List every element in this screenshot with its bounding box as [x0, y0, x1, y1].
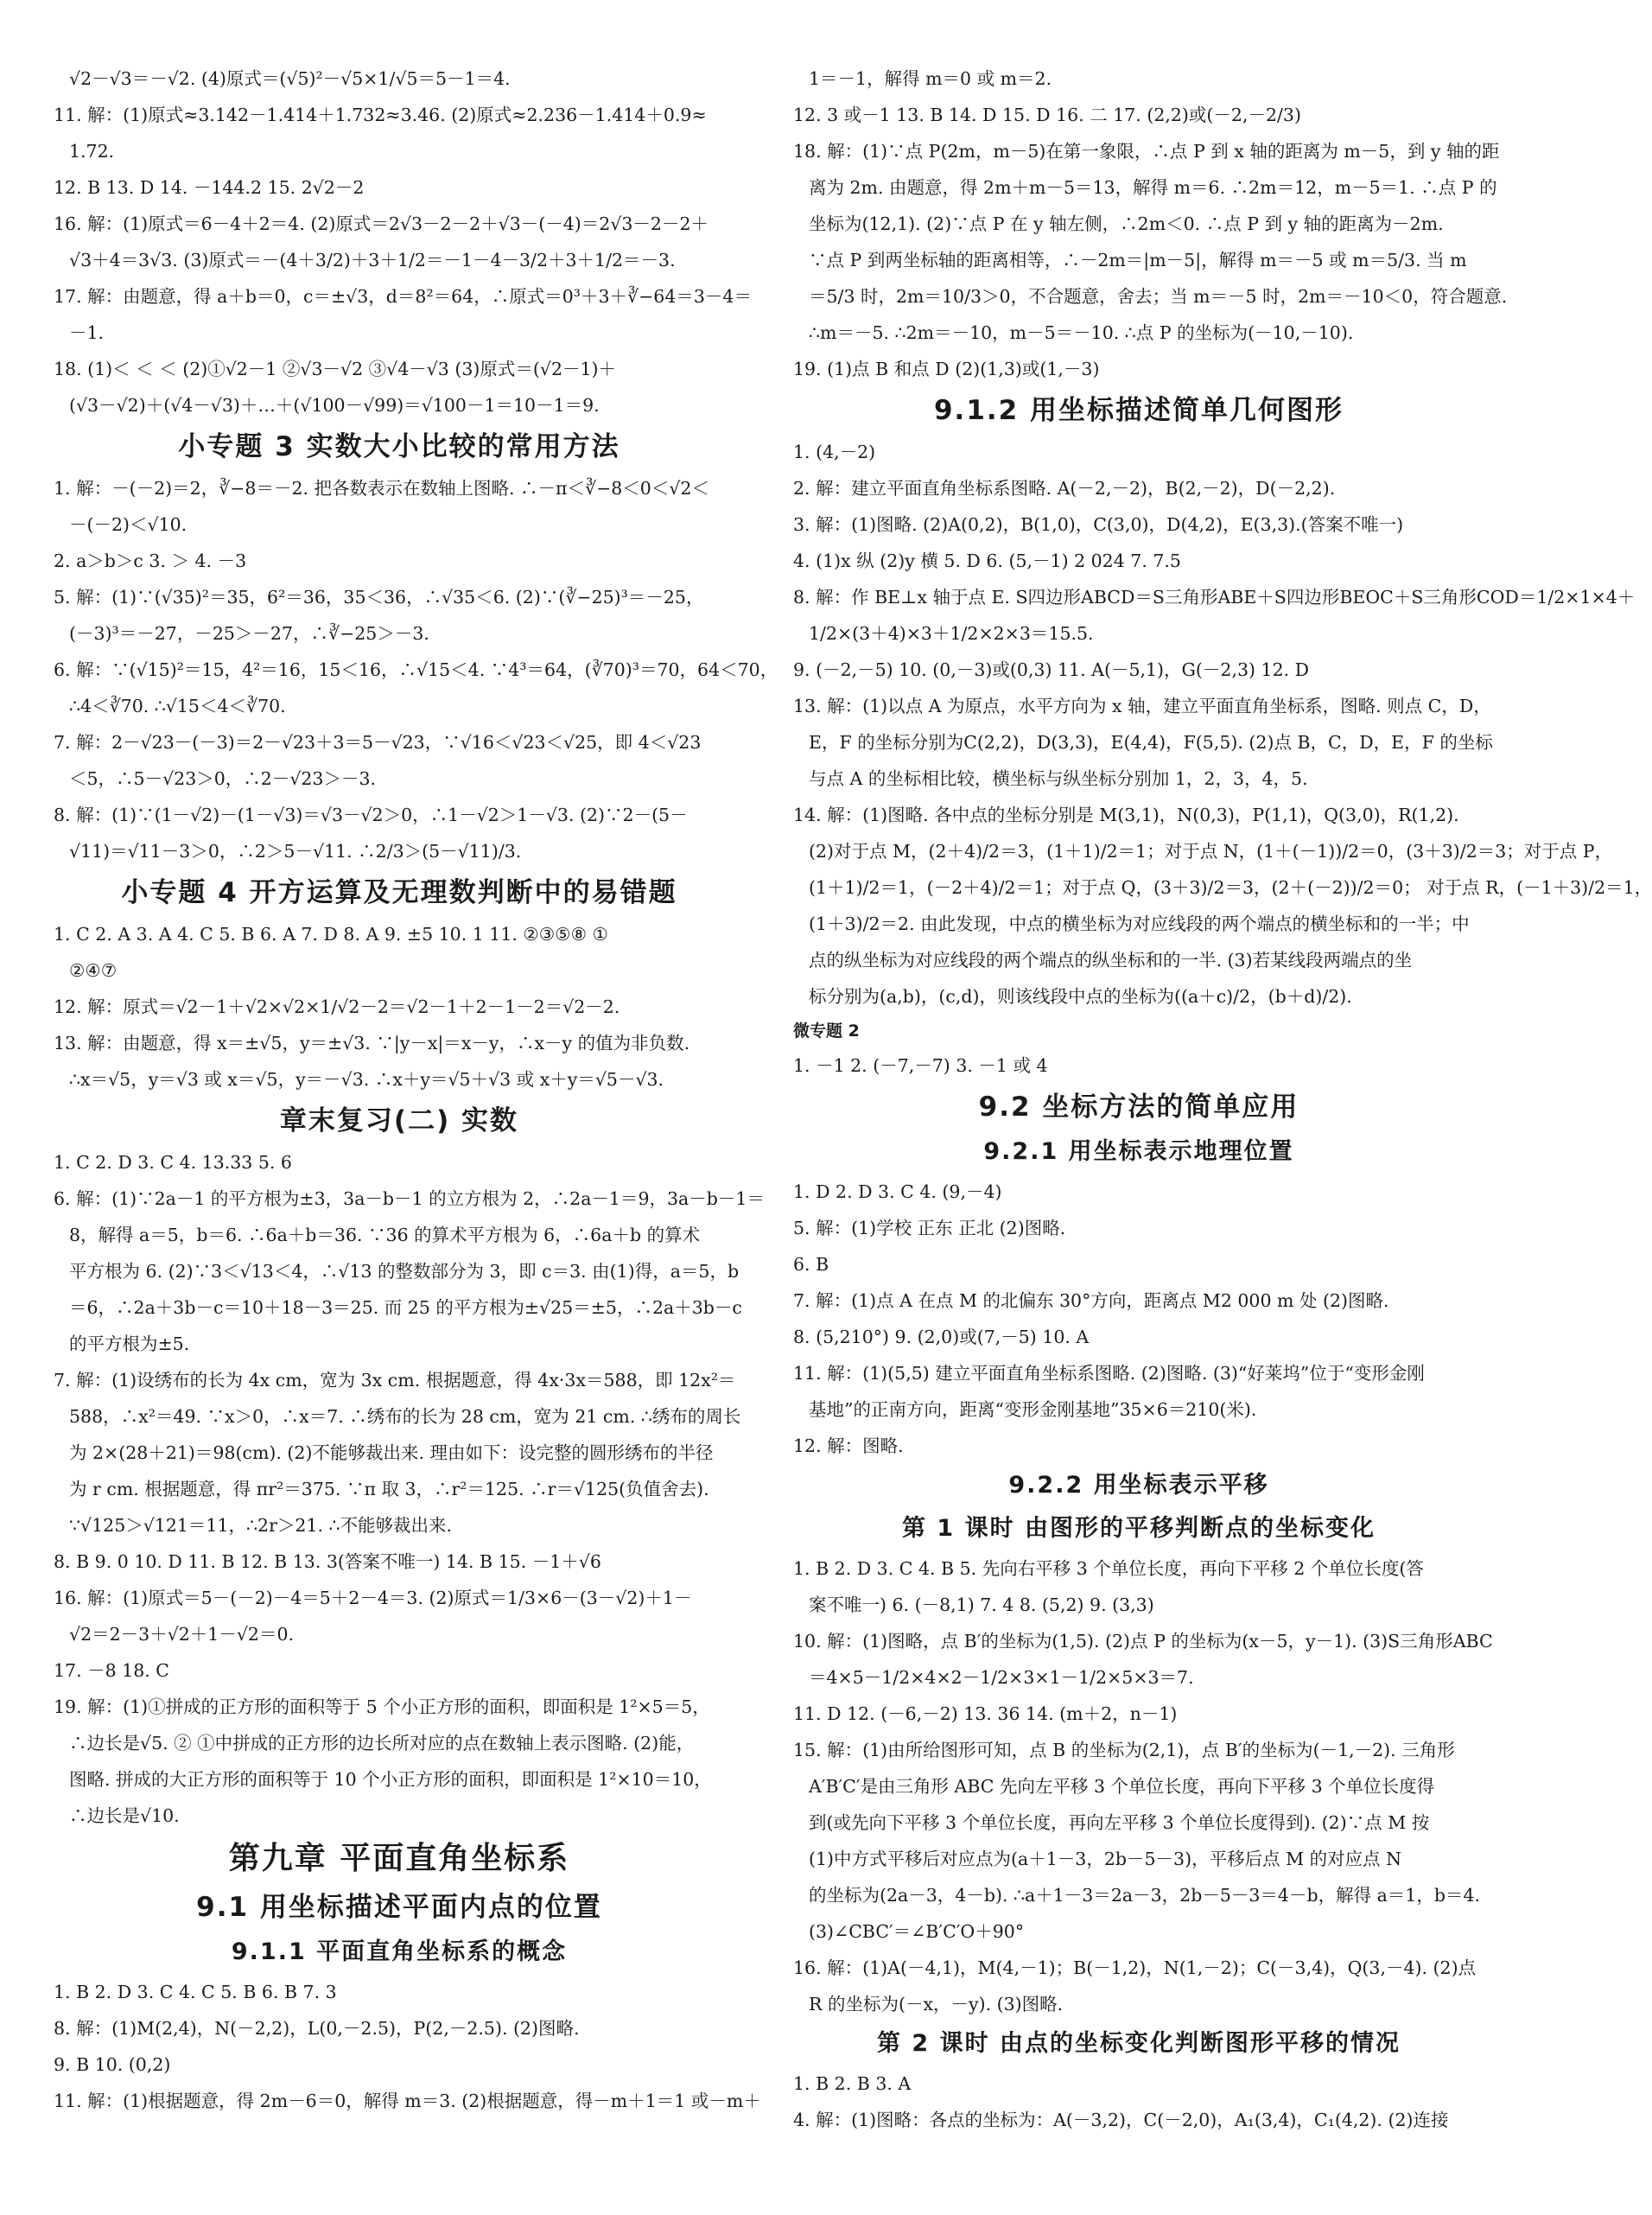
answer-line: 16. 解：(1)A(－4,1)，M(4,－1)；B(－1,2)，N(1,－2)；C(－3,4)，Q(3,－4). (2)点 — [793, 1957, 1477, 1978]
answer-line: 1/2×(3＋4)×3＋1/2×2×3＝15.5. — [809, 623, 1094, 644]
answer-line: 的平方根为±5. — [69, 1333, 190, 1354]
answer-line: ∴4＜∛70. ∴√15＜4＜∛70. — [69, 696, 286, 716]
answer-line: －(－2)＜√10. — [69, 514, 187, 535]
answer-line: (1＋3)/2＝2. 由此发现，中点的横坐标为对应线段的两个端点的横坐标和的一半；中 — [809, 913, 1470, 934]
subsection-title: 9.1.1 平面直角坐标系的概念 — [231, 1938, 568, 1965]
answer-line: (2)对于点 M，(2＋4)/2＝3，(1＋1)/2＝1；对于点 N，(1＋(－1))/2＝0，(3＋3)/2＝3；对于点 P， — [809, 841, 1613, 862]
answer-line: 到(或先向下平移 3 个单位长度，再向左平移 3 个单位长度得到). (2)∵点 M 按 — [809, 1812, 1430, 1833]
answer-line: ＝5/3 时，2m＝10/3＞0，不合题意，舍去；当 m＝－5 时，2m＝－10＜0，符合题意. — [809, 286, 1508, 307]
answer-line: 1. C 2. A 3. A 4. C 5. B 6. A 7. D 8. A 9. ±5 10. 1 11. ②③⑤⑧ ① — [54, 924, 608, 945]
answer-line: 5. 解：(1)∵(√35)²＝35，6²＝36，35＜36，∴√35＜6. (2)∵(∛−25)³＝－25， — [54, 587, 704, 608]
subsection-title: 9.2.1 用坐标表示地理位置 — [983, 1138, 1294, 1165]
answer-line: R 的坐标为(－x，－y). (3)图略. — [809, 1994, 1064, 2015]
answer-line: 8. 解：(1)∵(1－√2)－(1－√3)＝√3－√2＞0，∴1－√2＞1－√3. (2)∵2－(5－ — [54, 805, 688, 825]
answer-line: 2. a＞b＞c 3. ＞ 4. －3 — [54, 551, 247, 571]
answer-line: 12. B 13. D 14. －144.2 15. 2√2－2 — [54, 177, 365, 198]
answer-line: 16. 解：(1)原式＝6－4＋2＝4. (2)原式＝2√3－2－2＋√3－(－4)＝2√3－2－2＋ — [54, 213, 709, 234]
answer-line: 12. 解：原式＝√2－1＋√2×√2×1/√2－2＝√2－1＋2－1－2＝√2－2. — [54, 996, 620, 1017]
section-title: 章末复习(二) 实数 — [279, 1105, 519, 1136]
answer-line: 离为 2m. 由题意，得 2m＋m－5＝13，解得 m＝6. ∴2m＝12，m－5＝1. ∴点 P 的 — [809, 177, 1497, 198]
answer-line: 8，解得 a＝5，b＝6. ∴6a＋b＝36. ∵36 的算术平方根为 6，∴6a＋b 的算术 — [69, 1225, 701, 1245]
answer-line: √11)＝√11－3＞0，∴2＞5－√11. ∴2/3＞(5－√11)/3. — [69, 841, 522, 862]
answer-line: 17. －8 18. C — [54, 1660, 169, 1681]
answer-line: 11. 解：(1)根据题意，得 2m－6＝0，解得 m＝3. (2)根据题意，得－m＋1＝1 或－m＋ — [54, 2091, 761, 2111]
section-title: 9.2 坐标方法的简单应用 — [978, 1092, 1299, 1123]
answer-line: 8. 解：(1)M(2,4)，N(－2,2)，L(0,－2.5)，P(2,－2.5). (2)图略. — [54, 2018, 580, 2039]
answer-line: ∴边长是√10. — [69, 1805, 180, 1826]
answer-line: 1. C 2. D 3. C 4. 13.33 5. 6 — [54, 1152, 292, 1173]
answer-line: 9. (－2,－5) 10. (0,－3)或(0,3) 11. A(－5,1)，G(－2,3) 12. D — [793, 659, 1310, 680]
section-title: 9.1.2 用坐标描述简单几何图形 — [933, 395, 1344, 426]
answer-line: 12. 3 或－1 13. B 14. D 15. D 16. 二 17. (2,2)或(－2,－2/3) — [793, 105, 1301, 125]
answer-line: 12. 解：图略. — [793, 1435, 904, 1456]
answer-line: ②④⑦ — [69, 960, 118, 981]
answer-line: 为 r cm. 根据题意，得 πr²＝375. ∵π 取 3，∴r²＝125. ∴r＝√125(负值舍去). — [69, 1479, 709, 1499]
small-heading: 微专题 2 — [793, 1022, 860, 1041]
answer-line: 6. B — [793, 1254, 829, 1275]
answer-line: 18. (1)＜ ＜ ＜ (2)①√2－1 ②√3－√2 ③√4－√3 (3)原式＝(√2－1)＋ — [54, 359, 617, 379]
answer-line: 7. 解：(1)设绣布的长为 4x cm，宽为 3x cm. 根据题意，得 4x·3x＝588，即 12x²＝ — [54, 1370, 736, 1391]
answer-line: (√3－√2)＋(√4－√3)＋…＋(√100－√99)＝√100－1＝10－1＝9. — [69, 395, 600, 416]
chapter-title: 第九章 平面直角坐标系 — [228, 1841, 570, 1876]
answer-line: 的坐标为(2a－3，4－b). ∴a＋1－3＝2a－3，2b－5－3＝4－b，解得 a＝1，b＝4. — [809, 1885, 1481, 1906]
answer-line: 1.72. — [69, 141, 115, 162]
answer-line: ＝6，∴2a＋3b－c＝10＋18－3＝25. 而 25 的平方根为±√25＝±5，∴2a＋3b－c — [69, 1297, 742, 1318]
answer-line: A′B′C′是由三角形 ABC 先向左平移 3 个单位长度，再向下平移 3 个单位长度得 — [809, 1776, 1435, 1797]
answer-line: √2－√3＝－√2. (4)原式＝(√5)²－√5×1/√5＝5－1＝4. — [69, 68, 511, 89]
subsection-title: 第 2 课时 由点的坐标变化判断图形平移的情况 — [877, 2030, 1401, 2057]
answer-line: 13. 解：(1)以点 A 为原点，水平方向为 x 轴，建立平面直角坐标系，图略. 则点 C，D， — [793, 696, 1491, 716]
answer-line: 2. 解：建立平面直角坐标系图略. A(－2,－2)，B(2,－2)，D(－2,2). — [793, 478, 1336, 499]
answer-line: ∵√125＞√121＝11，∴2r＞21. ∴不能够裁出来. — [69, 1515, 453, 1536]
answer-line: 7. 解：2－√23－(－3)＝2－√23＋3＝5－√23，∵√16＜√23＜√25，即 4＜√23 — [54, 732, 702, 753]
answer-line: ∴m＝－5. ∴2m＝－10，m－5＝－10. ∴点 P 的坐标为(－10,－10). — [809, 322, 1354, 343]
answer-line: 13. 解：由题意，得 x＝±√5，y＝±√3. ∵|y－x|＝x－y，∴x－y 的值为非负数. — [54, 1033, 690, 1053]
subsection-title: 第 1 课时 由图形的平移判断点的坐标变化 — [902, 1515, 1376, 1542]
answer-line: 图略. 拼成的大正方形的面积等于 10 个小正方形的面积，即面积是 1²×10＝10， — [69, 1769, 712, 1790]
answer-line: ∴边长是√5. ② ①中拼成的正方形的边长所对应的点在数轴上表示图略. (2)能， — [69, 1733, 695, 1754]
answer-line: 1. D 2. D 3. C 4. (9,－4) — [793, 1181, 1002, 1202]
answer-line: 8. (5,210°) 9. (2,0)或(7,－5) 10. A — [793, 1327, 1090, 1347]
answer-line: √3＋4＝3√3. (3)原式＝－(4＋3/2)＋3＋1/2＝－1－4－3/2＋3＋1/2＝－3. — [69, 250, 676, 271]
answer-line: 坐标为(12,1). (2)∵点 P 在 y 轴左侧，∴2m＜0. ∴点 P 到 y 轴的距离为－2m. — [809, 213, 1444, 234]
answer-line: 为 2×(28＋21)＝98(cm). (2)不能够裁出来. 理由如下：设完整的圆形绣布的半径 — [69, 1442, 714, 1463]
left-column — [54, 60, 778, 2119]
answer-line: 19. 解：(1)①拼成的正方形的面积等于 5 个小正方形的面积，即面积是 1²×5＝5， — [54, 1696, 710, 1717]
answer-line: 1. －1 2. (－7,－7) 3. －1 或 4 — [793, 1055, 1048, 1076]
answer-line: ＝4×5－1/2×4×2－1/2×3×1－1/2×5×3＝7. — [809, 1667, 1194, 1688]
answer-line: (3)∠CBC′＝∠B′C′O＋90° — [809, 1921, 1025, 1942]
answer-line: 11. D 12. (－6,－2) 13. 36 14. (m＋2，n－1) — [793, 1703, 1178, 1724]
answer-line: 6. 解：(1)∵2a－1 的平方根为±3，3a－b－1 的立方根为 2，∴2a－1＝9，3a－b－1＝ — [54, 1188, 765, 1209]
answer-line: 4. (1)x 纵 (2)y 横 5. D 6. (5,－1) 2 024 7. 7.5 — [793, 551, 1181, 571]
answer-line: 5. 解：(1)学校 正东 正北 (2)图略. — [793, 1218, 1066, 1238]
answer-line: E，F 的坐标分别为C(2,2)，D(3,3)，E(4,4)，F(5,5). (2)点 B，C，D，E，F 的坐标 — [809, 732, 1493, 753]
answer-line: 6. 解：∵(√15)²＝15，4²＝16，15＜16，∴√15＜4. ∵4³＝64，(∛70)³＝70，64＜70， — [54, 659, 778, 680]
answer-line: 1. (4,－2) — [793, 442, 876, 462]
answer-line: 19. (1)点 B 和点 D (2)(1,3)或(1,－3) — [793, 359, 1100, 379]
answer-line: √2＝2－3＋√2＋1－√2＝0. — [69, 1624, 295, 1645]
section-title: 小专题 3 实数大小比较的常用方法 — [178, 431, 620, 462]
answer-line: (1)中方式平移后对应点为(a＋1－3，2b－5－3)，平移后点 M 的对应点 N — [809, 1849, 1402, 1869]
answer-line: 8. B 9. 0 10. D 11. B 12. B 13. 3(答案不唯一) 14. B 15. －1＋√6 — [54, 1551, 601, 1572]
answer-line: 1. 解：－(－2)＝2，∛−8＝－2. 把各数表示在数轴上图略. ∴－π＜∛−8＜0＜√2＜ — [54, 478, 709, 499]
answer-line: ＜5，∴5－√23＞0，∴2－√23＞－3. — [69, 768, 377, 789]
answer-line: 1＝－1，解得 m＝0 或 m＝2. — [809, 68, 1052, 89]
answer-line: 标分别为(a,b)，(c,d)，则该线段中点的坐标为((a＋c)/2，(b＋d)/2). — [809, 986, 1352, 1007]
answer-line: 案不唯一) 6. (－8,1) 7. 4 8. (5,2) 9. (3,3) — [809, 1594, 1154, 1615]
answer-line: ∴x＝√5，y＝√3 或 x＝√5，y＝－√3. ∴x＋y＝√5＋√3 或 x＋y＝√5－√3. — [69, 1069, 664, 1090]
section-title: 9.1 用坐标描述平面内点的位置 — [196, 1892, 602, 1923]
answer-line: 7. 解：(1)点 A 在点 M 的北偏东 30°方向，距离点 M2 000 m 处 (2)图略. — [793, 1290, 1389, 1311]
answer-line: 588，∴x²＝49. ∵x＞0，∴x＝7. ∴绣布的长为 28 cm，宽为 21 cm. ∴绣布的周长 — [69, 1406, 741, 1427]
answer-line: 17. 解：由题意，得 a＋b＝0，c＝±√3，d＝8²＝64，∴原式＝0³＋3＋∛−64＝3－4＝ — [54, 286, 752, 307]
section-title: 小专题 4 开方运算及无理数判断中的易错题 — [121, 877, 677, 908]
right-column — [793, 60, 1652, 2138]
answer-line: 点的纵坐标为对应线段的两个端点的纵坐标和的一半. (3)若某线段两端点的坐 — [809, 950, 1413, 971]
answer-line: 8. 解：作 BE⊥x 轴于点 E. S四边形ABCD＝S三角形ABE＋S四边形BEOC＋S三角形COD＝1/2×1×4＋ — [793, 587, 1636, 608]
answer-line: 15. 解：(1)由所给图形可知，点 B 的坐标为(2,1)，点 B′的坐标为(－1,－2). 三角形 — [793, 1740, 1455, 1760]
answer-line: 9. B 10. (0,2) — [54, 2054, 171, 2075]
answer-line: 11. 解：(1)(5,5) 建立平面直角坐标系图略. (2)图略. (3)“好莱坞”位于“变形金刚 — [793, 1363, 1425, 1384]
answer-line: 平方根为 6. (2)∵3＜√13＜4，∴√13 的整数部分为 3，即 c＝3. 由(1)得，a＝5，b — [69, 1261, 740, 1282]
answer-line: 14. 解：(1)图略. 各中点的坐标分别是 M(3,1)，N(0,3)，P(1,1)，Q(3,0)，R(1,2). — [793, 805, 1459, 825]
answer-line: 1. B 2. D 3. C 4. B 5. 先向右平移 3 个单位长度，再向下平移 2 个单位长度(答 — [793, 1558, 1424, 1579]
answer-line: ∵点 P 到两坐标轴的距离相等，∴－2m＝|m－5|，解得 m＝－5 或 m＝5/3. 当 m — [809, 250, 1467, 271]
subsection-title: 9.2.2 用坐标表示平移 — [1008, 1472, 1269, 1499]
answer-line: 18. 解：(1)∵点 P(2m，m－5)在第一象限，∴点 P 到 x 轴的距离为 m－5，到 y 轴的距 — [793, 141, 1500, 162]
answer-line: 3. 解：(1)图略. (2)A(0,2)，B(1,0)，C(3,0)，D(4,2)，E(3,3).(答案不唯一) — [793, 514, 1404, 535]
answer-line: 4. 解：(1)图略：各点的坐标为：A(－3,2)，C(－2,0)，A₁(3,4)，C₁(4,2). (2)连接 — [793, 2110, 1449, 2130]
answer-line: 16. 解：(1)原式＝5－(－2)－4＝5＋2－4＝3. (2)原式＝1/3×6－(3－√2)＋1－ — [54, 1588, 692, 1608]
answer-line: 与点 A 的坐标相比较，横坐标与纵坐标分别加 1，2，3，4，5. — [809, 768, 1308, 789]
answer-line: 1. B 2. B 3. A — [793, 2073, 912, 2094]
answer-line: (－3)³＝－27，－25＞－27，∴∛−25＞－3. — [69, 623, 429, 644]
answer-line: 基地”的正南方向，距离“变形金刚基地”35×6＝210(米). — [809, 1399, 1257, 1420]
answer-line: 10. 解：(1)图略，点 B′的坐标为(1,5). (2)点 P 的坐标为(x－5，y－1). (3)S三角形ABC — [793, 1631, 1493, 1652]
answer-line: 11. 解：(1)原式≈3.142－1.414＋1.732≈3.46. (2)原式≈2.236－1.414＋0.9≈ — [54, 105, 707, 125]
answer-line: －1. — [69, 322, 105, 343]
answer-line: 1. B 2. D 3. C 4. C 5. B 6. B 7. 3 — [54, 1982, 337, 2002]
answer-line: (1＋1)/2＝1，(－2＋4)/2＝1；对于点 Q，(3＋3)/2＝3，(2＋(－2))/2＝0； 对于点 R，(－1＋3)/2＝1， — [809, 877, 1652, 898]
